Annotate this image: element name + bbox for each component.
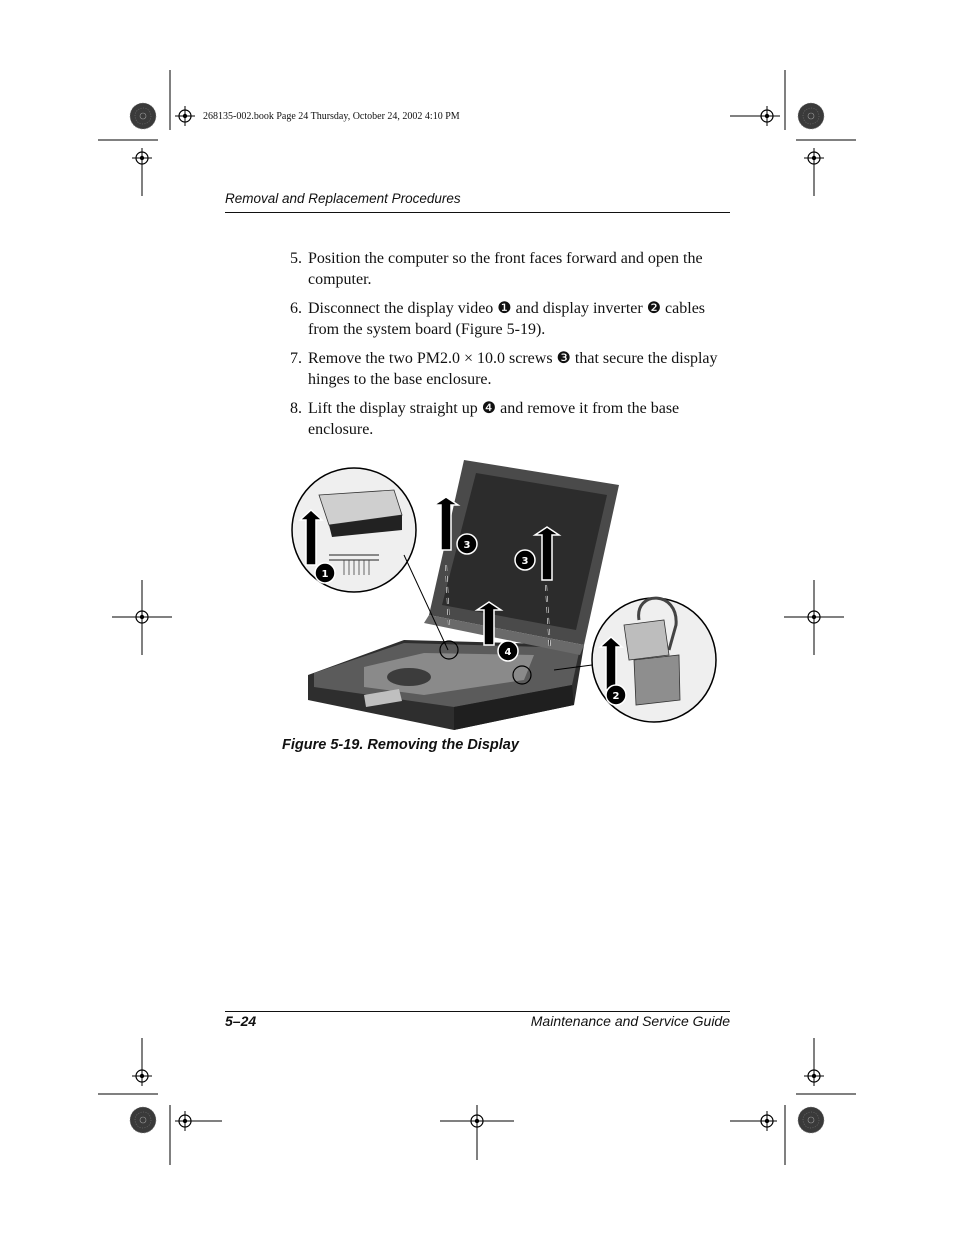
- svg-text:2: 2: [612, 691, 620, 702]
- svg-text:1: 1: [321, 569, 329, 580]
- header-rule: [225, 212, 730, 213]
- step-text: Disconnect the display video ❶ and display inverter ❷ cables from the system board (Figure 5-19).: [308, 300, 706, 338]
- callout-badge-3-right: [515, 550, 535, 570]
- callout-badge-1: [315, 563, 335, 583]
- svg-text:3: 3: [463, 540, 471, 551]
- figure-caption: Figure 5-19. Removing the Display: [282, 737, 519, 753]
- step-text: Remove the two PM2.0 × 10.0 screws ❸ that secure the display hinges to the base enclosure.: [308, 350, 718, 388]
- video-cable-detail: [292, 468, 458, 659]
- step-number: 6.: [290, 300, 302, 317]
- base-enclosure: [308, 640, 584, 730]
- step-number: 5.: [290, 250, 302, 267]
- page-number: 5–24: [225, 1013, 257, 1029]
- footer-rule: [225, 1011, 730, 1012]
- step-number: 7.: [290, 350, 302, 367]
- guide-title: Maintenance and Service Guide: [530, 1013, 730, 1029]
- callout-badge-4: [498, 641, 518, 661]
- step-text: Lift the display straight up ❹ and remove it from the base enclosure.: [308, 400, 680, 438]
- svg-text:3: 3: [521, 556, 529, 567]
- svg-text:4: 4: [504, 647, 512, 658]
- display-removal-illustration: [284, 455, 724, 735]
- book-file-info: 268135-002.book Page 24 Thursday, October 24, 2002 4:10 PM: [203, 111, 460, 122]
- running-header: Removal and Replacement Procedures: [225, 191, 461, 206]
- step-number: 8.: [290, 400, 302, 417]
- callout-badge-2: [606, 685, 626, 705]
- step-text: Position the computer so the front faces forward and open the computer.: [308, 250, 703, 288]
- callout-badge-3-left: [457, 534, 477, 554]
